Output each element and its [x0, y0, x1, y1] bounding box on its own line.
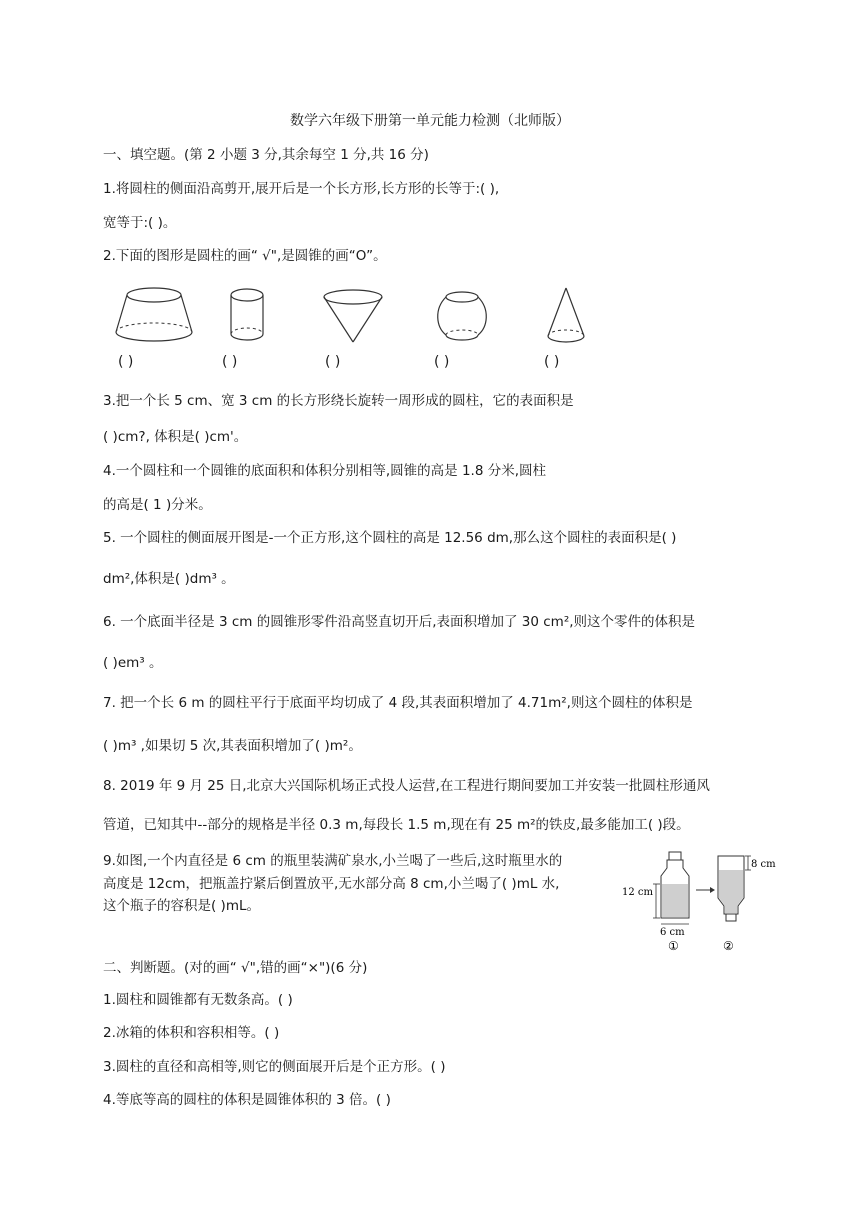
label-8cm: 8 cm — [751, 859, 776, 870]
q4-line1: 4.一个圆柱和一个圆锥的底面积和体积分别相等,圆锥的高是 1.8 分米,圆柱 — [103, 463, 547, 479]
q3-line1: 3.把一个长 5 cm、宽 3 cm 的长方形绕长旋转一周形成的圆柱，它的表面积是 — [103, 393, 574, 409]
q8-line2: 管道，已知其中--部分的规格是半径 0.3 m,每段长 1.5 m,现在有 25 m²的铁皮,最多能加工( )段。 — [103, 817, 690, 833]
q9-line1: 9.如图,一个内直径是 6 cm 的瓶里装满矿泉水,小兰喝了一些后,这时瓶里水的 — [103, 853, 563, 869]
q2-answer-5[interactable]: ( ) — [544, 354, 560, 370]
q4-line2: 的高是( 1 )分米。 — [103, 497, 212, 513]
section1-header: 一、填空题。(第 2 小题 3 分,其余每空 1 分,共 16 分) — [103, 147, 429, 163]
judge-item-3: 3.圆柱的直径和高相等,则它的侧面展开后是个正方形。( ) — [103, 1059, 446, 1075]
inverted-cone-figure — [320, 288, 386, 346]
bottle-figure — [620, 848, 780, 956]
barrel-figure — [434, 287, 490, 345]
q2-line: 2.下面的图形是圆柱的画“ √",是圆锥的画“O”。 — [103, 248, 387, 264]
q9-line2: 高度是 12cm，把瓶盖拧紧后倒置放平,无水部分高 8 cm,小兰喝了( )mL 水, — [103, 876, 560, 892]
cone-figure — [544, 286, 588, 346]
judge-item-4: 4.等底等高的圆柱的体积是圆锥体积的 3 倍。( ) — [103, 1092, 391, 1108]
page-title: 数学六年级下册第一单元能力检测（北师版） — [290, 113, 570, 129]
cylinder-figure — [227, 287, 267, 345]
judge-item-2: 2.冰箱的体积和容积相等。( ) — [103, 1025, 280, 1041]
frustum-figure — [112, 286, 196, 344]
q1-line1: 1.将圆柱的侧面沿高剪开,展开后是一个长方形,长方形的长等于:( ), — [103, 181, 500, 197]
q2-answer-1[interactable]: ( ) — [118, 354, 134, 370]
q9-line3: 这个瓶子的容积是( )mL。 — [103, 898, 260, 914]
q2-answer-2[interactable]: ( ) — [222, 354, 238, 370]
q6-line1: 6. 一个底面半径是 3 cm 的圆锥形零件沿高竖直切开后,表面积增加了 30 cm²,则这个零件的体积是 — [103, 614, 696, 630]
label-12cm: 12 cm — [622, 887, 653, 898]
label-2: ② — [723, 939, 734, 953]
q1-line2: 宽等于:( )。 — [103, 215, 177, 231]
q7-line2: ( )m³ ,如果切 5 次,其表面积增加了( )m²。 — [103, 738, 362, 754]
q7-line1: 7. 把一个长 6 m 的圆柱平行于底面平均切成了 4 段,其表面积增加了 4.71m²,则这个圆柱的体积是 — [103, 695, 693, 711]
q2-answer-3[interactable]: ( ) — [325, 354, 341, 370]
q5-line1: 5. 一个圆柱的侧面展开图是-一个正方形,这个圆柱的高是 12.56 dm,那么这个圆柱的表面积是( ) — [103, 530, 677, 546]
q3-line2: ( )cm?, 体积是( )cm'。 — [103, 429, 248, 445]
q8-line1: 8. 2019 年 9 月 25 日,北京大兴国际机场正式投人运营,在工程进行期间要加工并安装一批圆柱形通风 — [103, 778, 710, 794]
label-6cm: 6 cm — [660, 927, 685, 938]
section2-header: 二、判断题。(对的画“ √",错的画“×")(6 分) — [103, 960, 368, 976]
judge-item-1: 1.圆柱和圆锥都有无数条高。( ) — [103, 992, 293, 1008]
q2-answer-4[interactable]: ( ) — [434, 354, 450, 370]
label-1: ① — [668, 939, 679, 953]
q5-line2: dm²,体积是( )dm³ 。 — [103, 571, 235, 587]
q6-line2: ( )em³ 。 — [103, 655, 163, 671]
